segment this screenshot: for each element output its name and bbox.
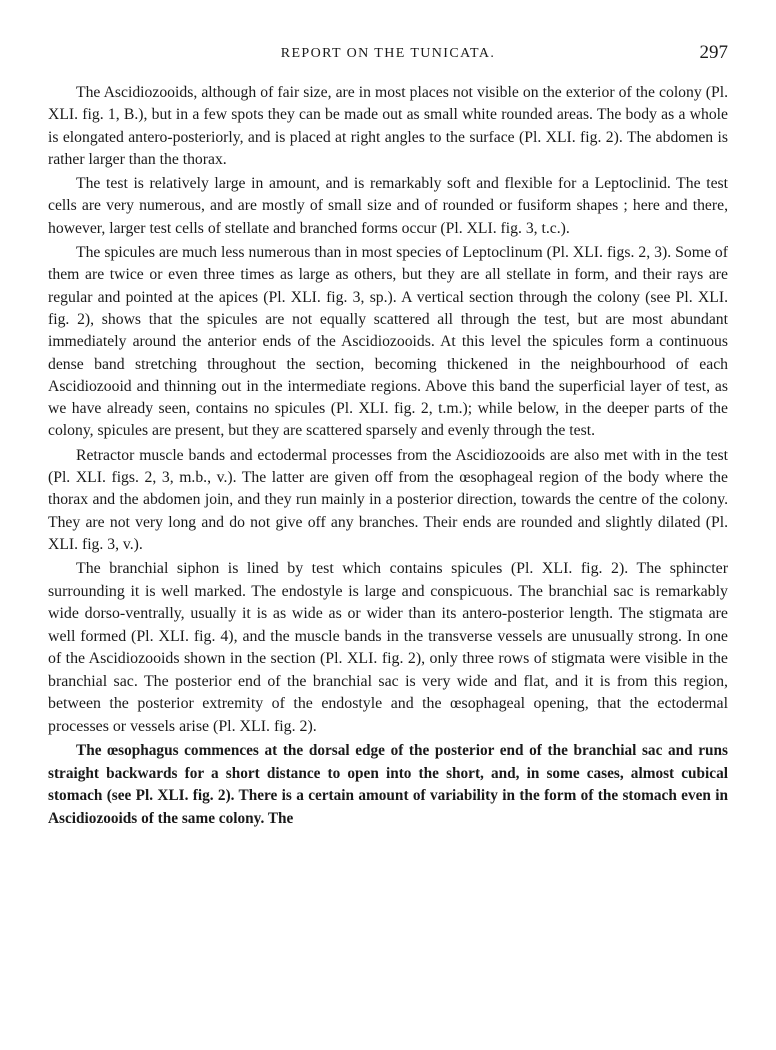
paragraph-spicules: The spicules are much less numerous than in most species of Leptoclinum (Pl. XLI. figs. 2, 3). Some of them are twice or even three times as large as others, but they are all stellate in form, and their rays are regular and pointed at the apices (Pl. XLI. fig. 3, sp.). A vertical section through the colony (see Pl. XLI. fig. 2), shows that the spicules are not equally scattered all through the test, but are most abundant immediately around the anterior ends of the Ascidiozooids. At this level the spicules form a continuous dense band stretching throughout the section, becoming thickened in the neighbourhood of each Ascidiozooid and thinning out in the intermediate regions. Above this band the superficial layer of test, as we have already seen, contains no spicules (Pl. XLI. fig. 2, t.m.); while below, in the deeper parts of the colony, spicules are present, but they are scattered sparsely and evenly through the test.: [48, 244, 728, 440]
paragraph-branchial-siphon: The branchial siphon is lined by test which contains spicules (Pl. XLI. fig. 2). The sphincter surrounding it is well marked. The endostyle is large and conspicuous. The branchial sac is remarkably wide dorso-ventrally, usually it is as wide as or wider than its antero-posterior length. The stigmata are well formed (Pl. XLI. fig. 4), and the muscle bands in the transverse vessels are unusually strong. In one of the Ascidiozooids shown in the section (Pl. XLI. fig. 2), only three rows of stigmata were visible in the branchial sac. The posterior end of the branchial sac is very wide and flat, and it is from this region, between the posterior extremity of the endostyle and the œsophageal opening, that the ectodermal processes or vessels arise (Pl. XLI. fig. 2).: [48, 560, 728, 735]
page-number: 297: [699, 42, 728, 63]
document-page: [48, 42, 728, 833]
running-title: REPORT ON THE TUNICATA.: [280, 46, 496, 61]
paragraph-retractor-muscles: Retractor muscle bands and ectodermal processes from the Ascidiozooids are also met with in the test (Pl. XLI. figs. 2, 3, m.b., v.). The latter are given off from the œsophageal region of the body where the thorax and the abdomen join, and they run mainly in a posterior direction, towards the centre of the colony. They are not very long and do not give off any branches. Their ends are rounded and slightly dilated (Pl. XLI. fig. 3, v.).: [48, 446, 728, 553]
running-header: [48, 42, 728, 66]
paragraph-oesophagus: The œsophagus commences at the dorsal edge of the posterior end of the branchial sac and runs straight backwards for a short distance to open into the short, and, in some cases, almost cubical stomach (see Pl. XLI. fig. 2). There is a certain amount of variability in the form of the stomach even in Ascidiozooids of the same colony. The: [48, 742, 728, 828]
paragraph-ascidiozooids: The Ascidiozooids, although of fair size, are in most places not visible on the exterior of the colony (Pl. XLI. fig. 1, B.), but in a few spots they can be made out as small white rounded areas. The body as a whole is elongated antero-posteriorly, and is placed at right angles to the surface (Pl. XLI. fig. 2). The abdomen is rather larger than the thorax.: [48, 84, 728, 168]
paragraph-test: The test is relatively large in amount, and is remarkably soft and flexible for a Leptoclinid. The test cells are very numerous, and are mostly of small size and of rounded or fusiform shapes ; here and there, however, larger test cells of stellate and branched forms occur (Pl. XLI. fig. 3, t.c.).: [48, 175, 728, 237]
